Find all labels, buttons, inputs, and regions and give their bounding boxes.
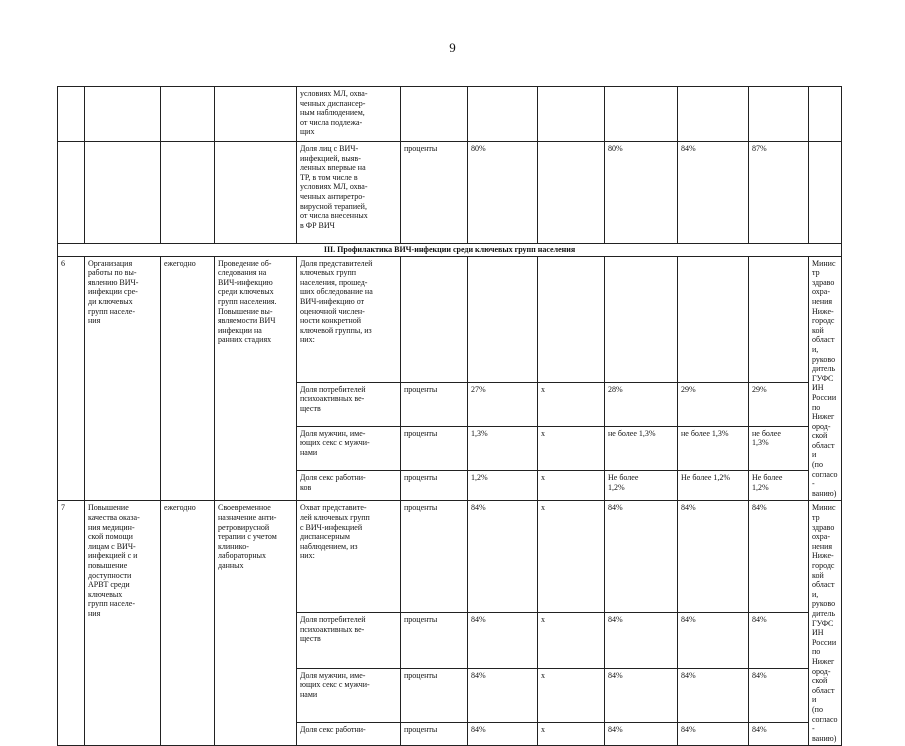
period-cell: ежегодно bbox=[161, 256, 215, 501]
value-cell: 87% bbox=[749, 142, 809, 244]
value-cell: не более 1,3% bbox=[749, 426, 809, 470]
indicator-cell: Доля мужчин, име- ющих секс с мужчи- нами bbox=[297, 668, 401, 722]
section-title: III. Профилактика ВИЧ-инфекции среди ключевых групп населения bbox=[58, 244, 842, 257]
value-cell bbox=[538, 256, 605, 382]
num-cell bbox=[58, 87, 85, 142]
result-cell bbox=[215, 87, 297, 142]
result-cell bbox=[215, 142, 297, 244]
value-cell: Не более 1,2% bbox=[678, 470, 749, 501]
activity-cell bbox=[85, 87, 161, 142]
num-cell bbox=[58, 142, 85, 244]
indicator-cell: Доля мужчин, име- ющих секс с мужчи- нами bbox=[297, 426, 401, 470]
page-number: 9 bbox=[449, 40, 456, 55]
value-cell bbox=[749, 87, 809, 142]
period-cell: ежегодно bbox=[161, 501, 215, 746]
indicator-cell: Доля потребителей психоактивных ве- ществ bbox=[297, 382, 401, 426]
value-cell: не более 1,3% bbox=[605, 426, 678, 470]
value-cell: 84% bbox=[605, 668, 678, 722]
value-cell: 84% bbox=[749, 613, 809, 669]
activity-cell: Организация работы по вы- явлению ВИЧ- инфекции сре- ди ключевых групп населе- ния bbox=[85, 256, 161, 501]
value-cell: не более 1,3% bbox=[678, 426, 749, 470]
value-cell: 84% bbox=[749, 501, 809, 613]
activity-cell bbox=[85, 142, 161, 244]
unit-cell: проценты bbox=[401, 426, 468, 470]
num-cell: 6 bbox=[58, 256, 85, 501]
unit-cell: проценты bbox=[401, 470, 468, 501]
value-cell: 84% bbox=[468, 501, 538, 613]
indicator-cell: условиях МЛ, охва- ченных диспансер- ным наблюдением, от числа подлежа- щих bbox=[297, 87, 401, 142]
value-cell: 84% bbox=[749, 668, 809, 722]
unit-cell bbox=[401, 87, 468, 142]
indicator-cell: Охват представите- лей ключевых групп с ВИЧ-инфекцией диспансерным наблюдением, из них: bbox=[297, 501, 401, 613]
value-cell: 84% bbox=[605, 501, 678, 613]
value-cell: 1,2% bbox=[468, 470, 538, 501]
indicator-cell: Доля секс работни- bbox=[297, 722, 401, 745]
value-cell bbox=[605, 87, 678, 142]
period-cell bbox=[161, 87, 215, 142]
unit-cell bbox=[401, 256, 468, 382]
unit-cell: проценты bbox=[401, 142, 468, 244]
value-cell: х bbox=[538, 722, 605, 745]
responsible-cell: Министр здравоохра- нения Ниже- городской области, руководитель ГУФСИН России по Нижегород- ской области (по согласо- ванию) bbox=[809, 256, 842, 501]
table-row bbox=[58, 501, 842, 613]
value-cell: 84% bbox=[678, 501, 749, 613]
value-cell: 84% bbox=[605, 722, 678, 745]
value-cell bbox=[538, 142, 605, 244]
value-cell: х bbox=[538, 426, 605, 470]
value-cell: 84% bbox=[468, 722, 538, 745]
value-cell: 27% bbox=[468, 382, 538, 426]
value-cell bbox=[678, 256, 749, 382]
value-cell: 1,3% bbox=[468, 426, 538, 470]
result-cell: Своевременное назначение анти- ретровирусной терапии с учетом клинико- лабораторных данных bbox=[215, 501, 297, 746]
value-cell: 80% bbox=[468, 142, 538, 244]
table-row bbox=[58, 142, 842, 244]
value-cell: 84% bbox=[605, 613, 678, 669]
table-row bbox=[58, 256, 842, 382]
value-cell: х bbox=[538, 470, 605, 501]
section-header-row bbox=[58, 244, 842, 257]
responsible-cell bbox=[809, 142, 842, 244]
value-cell bbox=[538, 87, 605, 142]
value-cell: х bbox=[538, 382, 605, 426]
value-cell bbox=[468, 87, 538, 142]
value-cell: 84% bbox=[468, 613, 538, 669]
value-cell: 84% bbox=[678, 142, 749, 244]
activity-cell: Повышение качества оказа- ния медицин- ской помощи лицам с ВИЧ- инфекцией с и повышение доступности АРВТ среди ключевых групп населе- ния bbox=[85, 501, 161, 746]
unit-cell: проценты bbox=[401, 722, 468, 745]
value-cell: 29% bbox=[678, 382, 749, 426]
value-cell bbox=[468, 256, 538, 382]
value-cell: х bbox=[538, 501, 605, 613]
value-cell: х bbox=[538, 668, 605, 722]
result-cell: Проведение об- следования на ВИЧ-инфекцию среди ключевых групп населения. Повышение вы- являемости ВИЧ инфекции на ранних стадиях bbox=[215, 256, 297, 501]
unit-cell: проценты bbox=[401, 668, 468, 722]
value-cell: 28% bbox=[605, 382, 678, 426]
program-table bbox=[57, 86, 842, 746]
value-cell: Не более 1,2% bbox=[605, 470, 678, 501]
value-cell: 84% bbox=[749, 722, 809, 745]
indicator-cell: Доля лиц с ВИЧ- инфекцией, выяв- ленных впервые на ТР, в том числе в условиях МЛ, охва- ченных антиретро- вирусной терапией, от числа внесенных в ФР ВИЧ bbox=[297, 142, 401, 244]
unit-cell: проценты bbox=[401, 501, 468, 613]
value-cell: 84% bbox=[678, 613, 749, 669]
responsible-cell: Министр здравоохра- нения Ниже- городской области, руководитель ГУФСИН России по Нижегород- ской области (по согласо- ванию) bbox=[809, 501, 842, 746]
value-cell: Не более 1,2% bbox=[749, 470, 809, 501]
value-cell bbox=[749, 256, 809, 382]
value-cell: 84% bbox=[678, 668, 749, 722]
value-cell: 29% bbox=[749, 382, 809, 426]
value-cell bbox=[605, 256, 678, 382]
value-cell: 84% bbox=[678, 722, 749, 745]
num-cell: 7 bbox=[58, 501, 85, 746]
unit-cell: проценты bbox=[401, 613, 468, 669]
period-cell bbox=[161, 142, 215, 244]
indicator-cell: Доля секс работни- ков bbox=[297, 470, 401, 501]
value-cell: 80% bbox=[605, 142, 678, 244]
value-cell: х bbox=[538, 613, 605, 669]
indicator-cell: Доля представителей ключевых групп населения, прошед- ших обследование на ВИЧ-инфекцию от оценочной числен- ности конкретной ключевой группы, из них: bbox=[297, 256, 401, 382]
value-cell: 84% bbox=[468, 668, 538, 722]
table-row bbox=[58, 87, 842, 142]
unit-cell: проценты bbox=[401, 382, 468, 426]
value-cell bbox=[678, 87, 749, 142]
responsible-cell bbox=[809, 87, 842, 142]
indicator-cell: Доля потребителей психоактивных ве- ществ bbox=[297, 613, 401, 669]
